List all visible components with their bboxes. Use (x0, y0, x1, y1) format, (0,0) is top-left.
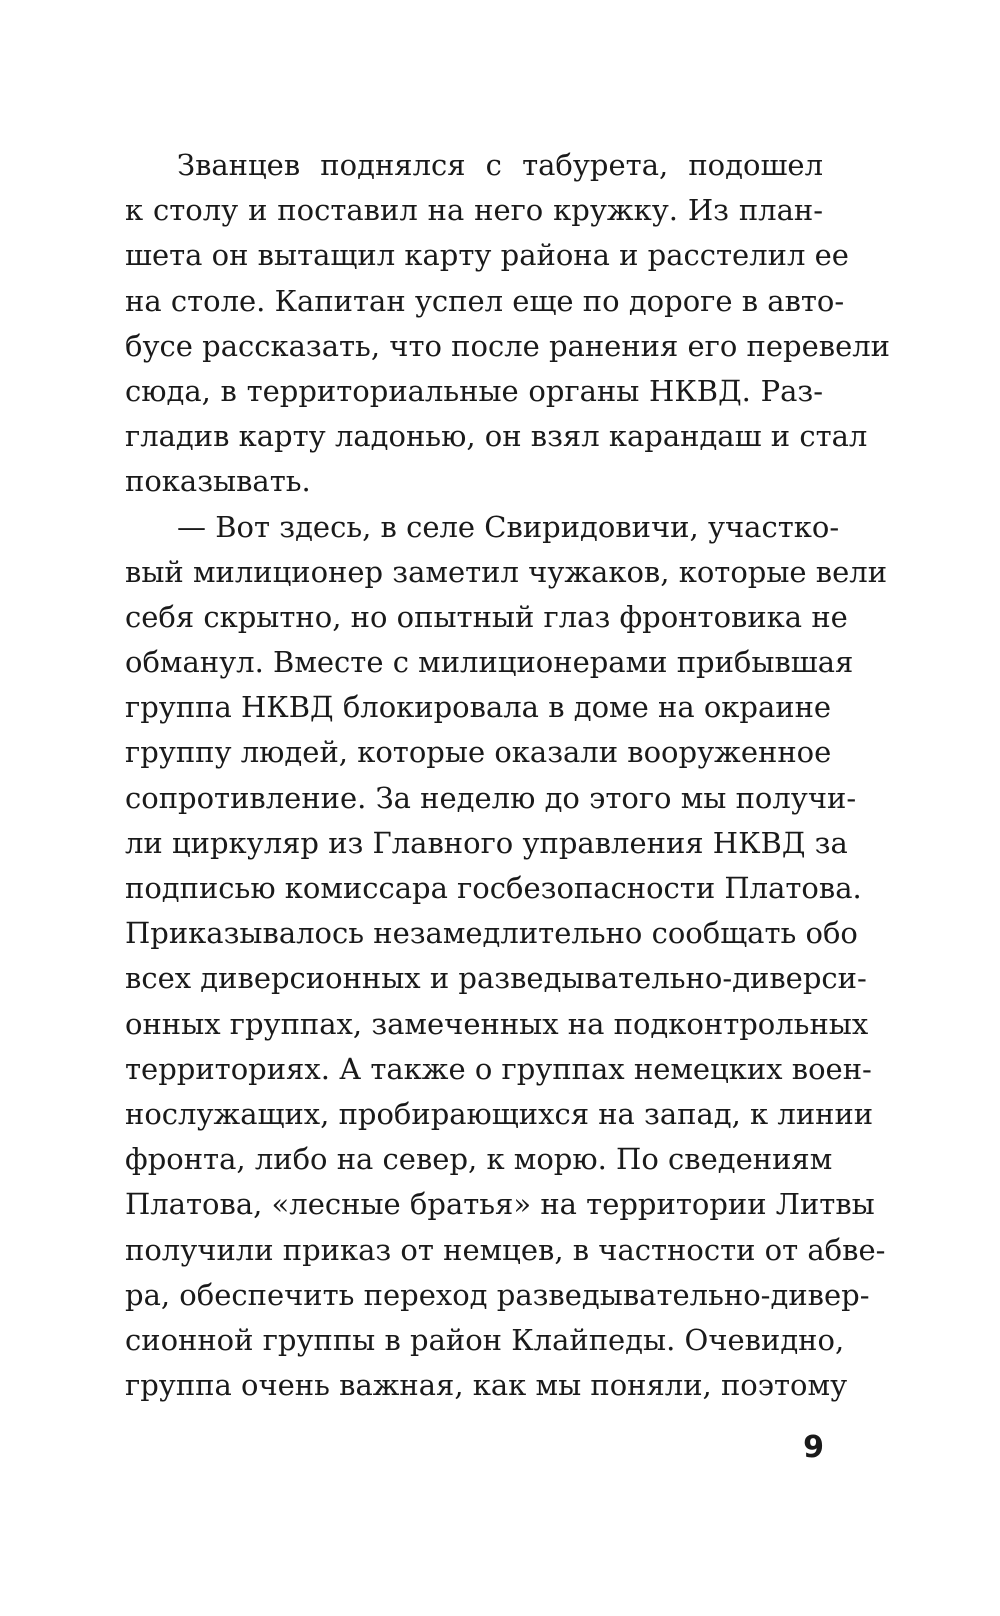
text-line: к столу и поставил на него кружку. Из план- (125, 193, 823, 228)
text-line: бусе рассказать, что после ранения его перевели (125, 328, 891, 363)
text-line: Званцев поднялся с табурета, подошел (177, 148, 823, 182)
text-line: сюда, в территориальные органы НКВД. Раз- (125, 373, 823, 408)
text-line: подписью комиссара госбезопасности Платова. (125, 871, 862, 905)
text-line: фронта, либо на север, к морю. По сведениям (125, 1142, 833, 1177)
text-line: обманул. Вместе с милиционерами прибывшая (125, 645, 854, 680)
text-line: ли циркуляр из Главного управления НКВД за (125, 825, 848, 860)
text-line: показывать. (125, 464, 311, 499)
text-line: Платова, «лесные братья» на территории Литвы (125, 1187, 875, 1222)
text-line: территориях. А также о группах немецких воен- (125, 1051, 872, 1086)
page-number: 9 (803, 1430, 824, 1465)
text-line: — Вот здесь, в селе Свиридовичи, участко- (177, 509, 840, 544)
text-line: Приказывалось незамедлительно сообщать обо (125, 916, 858, 951)
text-line: шета он вытащил карту района и расстелил ее (125, 238, 849, 273)
text-line: группа очень важная, как мы поняли, поэтому (125, 1368, 848, 1403)
text-line: сопротивление. За неделю до этого мы получи- (125, 780, 857, 815)
text-line: вый милиционер заметил чужаков, которые вели (125, 554, 888, 589)
text-line: себя скрытно, но опытный глаз фронтовика не (125, 599, 848, 634)
text-line: группу людей, которые оказали вооруженное (125, 735, 832, 770)
text-line: ра, обеспечить переход разведывательно-дивер- (125, 1277, 870, 1312)
text-line: на столе. Капитан успел еще по дороге в авто- (125, 283, 845, 318)
text-line: нослужащих, пробирающихся на запад, к линии (125, 1096, 874, 1131)
text-line: получили приказ от немцев, в частности от абве- (125, 1232, 886, 1267)
text-line: всех диверсионных и разведывательно-диверси- (125, 961, 867, 996)
text-line: сионной группы в район Клайпеды. Очевидно, (125, 1322, 845, 1357)
body-text (125, 143, 891, 1408)
text-line: группа НКВД блокировала в доме на окраине (125, 690, 832, 725)
text-line: онных группах, замеченных на подконтрольных (125, 1006, 869, 1041)
text-line: гладив карту ладонью, он взял карандаш и стал (125, 419, 868, 454)
